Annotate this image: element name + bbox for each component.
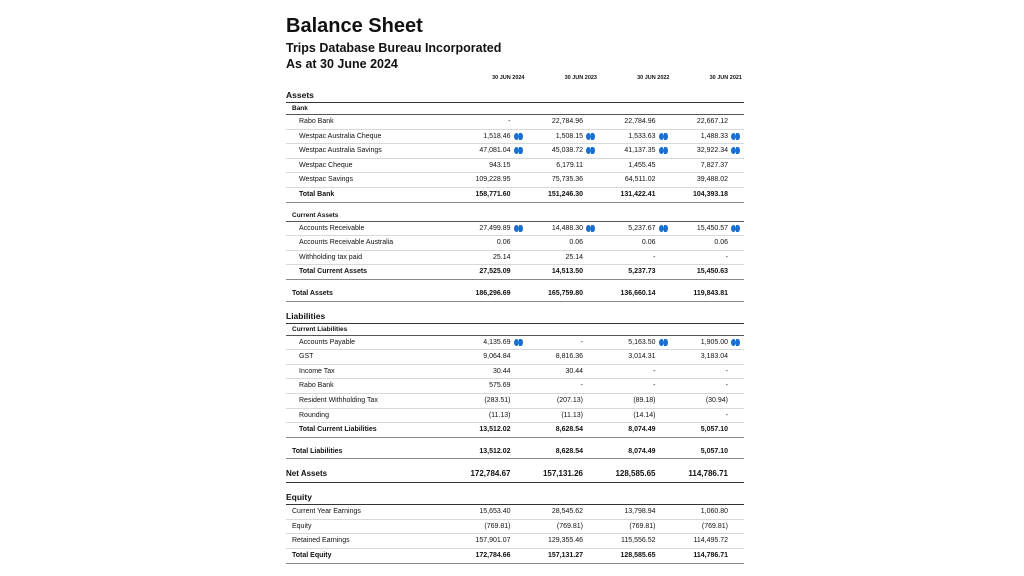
value-cell bbox=[527, 350, 600, 365]
spacer-row bbox=[286, 437, 744, 445]
amount[interactable]: 129,355.46 bbox=[547, 537, 583, 545]
row-label: Accounts Receivable Australia bbox=[286, 236, 454, 251]
amount[interactable]: 114,495.72 bbox=[693, 537, 728, 545]
value-cell bbox=[599, 519, 672, 534]
table-row bbox=[286, 221, 744, 236]
bank-subsection bbox=[286, 103, 744, 115]
amount[interactable]: - bbox=[725, 382, 728, 390]
account-link-icon[interactable] bbox=[586, 133, 596, 140]
value-cell bbox=[527, 129, 600, 144]
amount[interactable]: - bbox=[580, 338, 583, 346]
row-label: Withholding tax paid bbox=[286, 250, 454, 265]
liabilities-section bbox=[286, 309, 744, 324]
row-label: Rabo Bank bbox=[286, 115, 454, 130]
value-cell bbox=[672, 408, 745, 423]
value-cell bbox=[454, 379, 527, 394]
value-cell bbox=[454, 364, 527, 379]
total-label: Net Assets bbox=[286, 466, 454, 483]
value-cell bbox=[454, 187, 527, 202]
column-header-row bbox=[286, 73, 744, 84]
amount[interactable]: 158,771.60 bbox=[475, 190, 511, 198]
amount[interactable]: 13,512.02 bbox=[479, 447, 511, 455]
value-cell bbox=[599, 129, 672, 144]
amount[interactable]: - bbox=[653, 382, 656, 390]
amount[interactable]: 9,064.84 bbox=[483, 353, 511, 361]
amount[interactable]: 1,533.63 bbox=[628, 132, 656, 140]
row-label: Accounts Receivable bbox=[286, 221, 454, 236]
value-cell bbox=[672, 221, 745, 236]
account-link-icon[interactable] bbox=[659, 225, 669, 232]
account-link-icon[interactable] bbox=[586, 225, 596, 232]
amount[interactable]: (89.18) bbox=[633, 396, 656, 404]
value-cell bbox=[454, 534, 527, 549]
amount[interactable]: 32,922.34 bbox=[696, 147, 728, 155]
value-cell bbox=[454, 423, 527, 438]
value-cell bbox=[527, 158, 600, 173]
value-cell bbox=[454, 115, 527, 130]
value-cell bbox=[527, 549, 600, 564]
value-cell bbox=[527, 364, 600, 379]
row-label: Westpac Cheque bbox=[286, 158, 454, 173]
company-name: Trips Database Bureau Incorporated bbox=[286, 41, 502, 55]
amount[interactable]: (30.94) bbox=[705, 396, 728, 404]
amount[interactable]: 1,060.80 bbox=[700, 508, 728, 516]
table-row bbox=[286, 364, 744, 379]
report-title: Balance Sheet bbox=[286, 15, 423, 37]
amount[interactable]: 1,905.00 bbox=[700, 338, 728, 346]
table-row bbox=[286, 505, 744, 520]
column-header: 30 JUN 2022 bbox=[637, 75, 670, 81]
value-cell bbox=[527, 115, 600, 130]
value-cell bbox=[672, 549, 745, 564]
value-cell bbox=[599, 221, 672, 236]
amount[interactable]: 25.14 bbox=[492, 253, 511, 261]
amount[interactable]: 22,784.96 bbox=[624, 118, 656, 125]
amount[interactable]: 151,246.30 bbox=[547, 190, 583, 198]
amount[interactable]: - bbox=[725, 367, 728, 375]
amount[interactable]: 0.06 bbox=[496, 239, 511, 247]
table-row bbox=[286, 379, 744, 394]
row-label: Westpac Australia Savings bbox=[286, 144, 454, 159]
section-heading: Assets bbox=[286, 88, 744, 103]
row-label: Retained Earnings bbox=[286, 534, 454, 549]
value-cell bbox=[527, 505, 600, 520]
value-cell bbox=[599, 287, 672, 301]
amount[interactable]: 165,759.80 bbox=[547, 289, 583, 297]
table-row bbox=[286, 158, 744, 173]
table-row bbox=[286, 115, 744, 130]
total-label: Total Current Assets bbox=[286, 265, 454, 280]
report-date: As at 30 June 2024 bbox=[286, 57, 398, 71]
value-cell bbox=[672, 173, 745, 188]
amount[interactable]: 5,057.10 bbox=[700, 426, 728, 434]
table-row bbox=[286, 350, 744, 365]
value-cell bbox=[599, 144, 672, 159]
total-label: Total Bank bbox=[286, 187, 454, 202]
row-label: Equity bbox=[286, 519, 454, 534]
amount[interactable]: 114,786.71 bbox=[688, 469, 728, 479]
current-liabilities-subsection bbox=[286, 323, 744, 335]
account-link-icon[interactable] bbox=[659, 133, 669, 140]
account-link-icon[interactable] bbox=[731, 147, 741, 154]
value-cell bbox=[672, 287, 745, 301]
value-cell bbox=[527, 221, 600, 236]
value-cell bbox=[527, 236, 600, 251]
table-row bbox=[286, 393, 744, 408]
section-heading: Liabilities bbox=[286, 309, 744, 324]
amount[interactable]: 104,393.18 bbox=[692, 190, 728, 198]
value-cell bbox=[672, 505, 745, 520]
value-cell bbox=[454, 236, 527, 251]
amount[interactable]: 157,131.27 bbox=[547, 552, 583, 560]
amount[interactable]: 3,183.04 bbox=[700, 353, 728, 361]
account-link-icon[interactable] bbox=[731, 339, 741, 346]
amount[interactable]: (207.13) bbox=[556, 396, 583, 404]
row-label: GST bbox=[286, 350, 454, 365]
amount[interactable]: 0.06 bbox=[714, 239, 728, 247]
spacer-row bbox=[286, 483, 744, 491]
value-cell bbox=[599, 423, 672, 438]
value-cell bbox=[672, 335, 745, 350]
amount[interactable]: 114,786.71 bbox=[693, 552, 728, 560]
spacer-row bbox=[286, 279, 744, 287]
amount[interactable]: 4,135.69 bbox=[483, 338, 511, 346]
row-label: Income Tax bbox=[286, 364, 454, 379]
value-cell bbox=[454, 445, 527, 459]
row-label: Rounding bbox=[286, 408, 454, 423]
value-cell bbox=[527, 466, 600, 483]
total-row bbox=[286, 445, 744, 459]
amount[interactable]: 47,081.04 bbox=[479, 147, 511, 155]
table-row bbox=[286, 408, 744, 423]
amount[interactable]: 8,628.54 bbox=[555, 426, 583, 434]
value-cell bbox=[527, 173, 600, 188]
amount[interactable]: (769.81) bbox=[701, 522, 728, 530]
amount[interactable]: - bbox=[508, 118, 511, 125]
value-cell bbox=[672, 187, 745, 202]
value-cell bbox=[672, 144, 745, 159]
value-cell bbox=[672, 364, 745, 379]
value-cell bbox=[527, 393, 600, 408]
amount[interactable]: 27,499.89 bbox=[479, 224, 511, 232]
value-cell bbox=[599, 265, 672, 280]
subsection-heading: Current Liabilities bbox=[286, 323, 454, 335]
value-cell bbox=[599, 335, 672, 350]
total-row bbox=[286, 423, 744, 438]
table-row bbox=[286, 236, 744, 251]
amount[interactable]: 14,513.50 bbox=[551, 268, 583, 276]
total-row bbox=[286, 549, 744, 564]
amount[interactable]: 30.44 bbox=[492, 367, 511, 375]
value-cell bbox=[454, 466, 527, 483]
row-label: Westpac Australia Cheque bbox=[286, 129, 454, 144]
value-cell bbox=[672, 158, 745, 173]
value-cell bbox=[599, 173, 672, 188]
value-cell bbox=[672, 519, 745, 534]
value-cell bbox=[599, 236, 672, 251]
amount[interactable]: 0.06 bbox=[569, 239, 583, 247]
amount[interactable]: 14,488.30 bbox=[551, 224, 583, 232]
value-cell bbox=[672, 250, 745, 265]
value-cell bbox=[599, 466, 672, 483]
amount[interactable]: 30.44 bbox=[565, 367, 583, 375]
table-row bbox=[286, 144, 744, 159]
amount[interactable]: 119,843.81 bbox=[693, 289, 728, 297]
total-label: Total Liabilities bbox=[286, 445, 454, 459]
account-link-icon[interactable] bbox=[514, 225, 524, 232]
table-row bbox=[286, 534, 744, 549]
value-cell bbox=[599, 445, 672, 459]
amount[interactable]: 131,422.41 bbox=[620, 190, 656, 198]
account-link-icon[interactable] bbox=[514, 147, 524, 154]
column-header: 30 JUN 2024 bbox=[492, 75, 525, 81]
amount[interactable]: 64,511.02 bbox=[624, 176, 656, 184]
row-label: Resident Withholding Tax bbox=[286, 393, 454, 408]
amount[interactable]: 1,508.15 bbox=[555, 132, 583, 140]
value-cell bbox=[454, 158, 527, 173]
value-cell bbox=[527, 519, 600, 534]
balance-sheet-report bbox=[286, 14, 744, 564]
value-cell bbox=[672, 534, 745, 549]
value-cell bbox=[599, 408, 672, 423]
value-cell bbox=[454, 350, 527, 365]
amount[interactable]: 172,784.66 bbox=[475, 552, 511, 560]
row-label: Rabo Bank bbox=[286, 379, 454, 394]
value-cell bbox=[672, 445, 745, 459]
amount[interactable]: 45,038.72 bbox=[551, 147, 583, 155]
row-label: Current Year Earnings bbox=[286, 505, 454, 520]
value-cell bbox=[672, 129, 745, 144]
amount[interactable]: (14.14) bbox=[633, 411, 656, 419]
subsection-heading: Bank bbox=[286, 103, 454, 115]
amount[interactable]: 0.06 bbox=[641, 239, 656, 247]
value-cell bbox=[672, 466, 745, 483]
amount[interactable]: 8,074.49 bbox=[628, 426, 656, 434]
account-link-icon[interactable] bbox=[731, 133, 741, 140]
amount[interactable]: 5,057.10 bbox=[700, 447, 728, 455]
amount[interactable]: 157,131.26 bbox=[542, 469, 583, 479]
total-row bbox=[286, 187, 744, 202]
value-cell bbox=[454, 144, 527, 159]
amount[interactable]: 5,237.73 bbox=[628, 268, 656, 276]
value-cell bbox=[527, 379, 600, 394]
amount[interactable]: 41,137.35 bbox=[624, 147, 656, 155]
value-cell bbox=[672, 393, 745, 408]
spacer-row bbox=[286, 202, 744, 210]
value-cell bbox=[527, 423, 600, 438]
amount[interactable]: (769.81) bbox=[484, 522, 511, 530]
value-cell bbox=[672, 115, 745, 130]
spacer-row bbox=[286, 301, 744, 309]
value-cell bbox=[527, 408, 600, 423]
value-cell bbox=[454, 408, 527, 423]
value-cell bbox=[599, 393, 672, 408]
amount[interactable]: (769.81) bbox=[556, 522, 583, 530]
account-link-icon[interactable] bbox=[586, 147, 596, 154]
value-cell bbox=[599, 379, 672, 394]
amount[interactable]: 25.14 bbox=[565, 253, 583, 261]
amount[interactable]: 186,296.69 bbox=[475, 289, 511, 297]
amount[interactable]: 128,585.65 bbox=[620, 552, 656, 560]
value-cell bbox=[454, 265, 527, 280]
amount[interactable]: 28,545.62 bbox=[551, 508, 583, 516]
total-label: Total Equity bbox=[286, 549, 454, 564]
table-row bbox=[286, 250, 744, 265]
value-cell bbox=[672, 265, 745, 280]
value-cell bbox=[672, 423, 745, 438]
amount[interactable]: 6,179.11 bbox=[556, 161, 583, 169]
value-cell bbox=[454, 221, 527, 236]
value-cell bbox=[599, 158, 672, 173]
value-cell bbox=[672, 379, 745, 394]
value-cell bbox=[599, 505, 672, 520]
amount[interactable]: 39,488.02 bbox=[696, 176, 728, 184]
row-label: Accounts Payable bbox=[286, 335, 454, 350]
value-cell bbox=[599, 364, 672, 379]
value-cell bbox=[599, 250, 672, 265]
amount[interactable]: (283.51) bbox=[484, 396, 511, 404]
amount[interactable]: 172,784.67 bbox=[470, 469, 511, 479]
value-cell bbox=[454, 287, 527, 301]
amount[interactable]: (11.13) bbox=[488, 411, 511, 419]
table-row bbox=[286, 335, 744, 350]
amount[interactable]: 22,667.12 bbox=[696, 118, 728, 125]
value-cell bbox=[454, 393, 527, 408]
amount[interactable]: 8,628.54 bbox=[555, 447, 583, 455]
value-cell bbox=[454, 129, 527, 144]
value-cell bbox=[527, 445, 600, 459]
amount[interactable]: 136,660.14 bbox=[620, 289, 656, 297]
value-cell bbox=[527, 287, 600, 301]
account-link-icon[interactable] bbox=[514, 339, 524, 346]
value-cell bbox=[527, 335, 600, 350]
value-cell bbox=[672, 350, 745, 365]
table-row bbox=[286, 519, 744, 534]
total-label: Total Assets bbox=[286, 287, 454, 301]
amount[interactable]: - bbox=[580, 382, 583, 390]
value-cell bbox=[599, 115, 672, 130]
value-cell bbox=[454, 519, 527, 534]
current-assets-subsection bbox=[286, 210, 744, 222]
value-cell bbox=[527, 187, 600, 202]
assets-section bbox=[286, 88, 744, 103]
amount[interactable]: 15,450.63 bbox=[696, 268, 728, 276]
value-cell bbox=[454, 505, 527, 520]
value-cell bbox=[527, 534, 600, 549]
value-cell bbox=[599, 350, 672, 365]
value-cell bbox=[672, 236, 745, 251]
amount[interactable]: 575.69 bbox=[489, 382, 511, 390]
value-cell bbox=[527, 144, 600, 159]
amount[interactable]: - bbox=[725, 253, 728, 261]
table-row bbox=[286, 129, 744, 144]
amount[interactable]: 5,163.50 bbox=[628, 338, 656, 346]
column-header: 30 JUN 2023 bbox=[564, 75, 597, 81]
amount[interactable]: 75,735.36 bbox=[551, 176, 583, 184]
value-cell bbox=[454, 335, 527, 350]
amount[interactable]: 13,512.02 bbox=[479, 426, 511, 434]
total-row bbox=[286, 265, 744, 280]
amount[interactable]: 13,798.94 bbox=[624, 508, 656, 516]
value-cell bbox=[599, 187, 672, 202]
account-link-icon[interactable] bbox=[514, 133, 524, 140]
account-link-icon[interactable] bbox=[659, 147, 669, 154]
section-heading: Equity bbox=[286, 490, 744, 505]
total-row bbox=[286, 287, 744, 301]
amount[interactable]: 1,488.33 bbox=[700, 132, 728, 140]
value-cell bbox=[454, 173, 527, 188]
amount[interactable]: 943.15 bbox=[489, 161, 511, 169]
amount[interactable]: 8,816.36 bbox=[555, 353, 583, 361]
amount[interactable]: - bbox=[653, 253, 656, 261]
subsection-heading: Current Assets bbox=[286, 210, 454, 222]
value-cell bbox=[599, 534, 672, 549]
total-row bbox=[286, 466, 744, 483]
row-label: Westpac Savings bbox=[286, 173, 454, 188]
amount[interactable]: 115,556.52 bbox=[620, 537, 656, 545]
value-cell bbox=[527, 265, 600, 280]
total-label: Total Current Liabilities bbox=[286, 423, 454, 438]
value-cell bbox=[454, 549, 527, 564]
amount[interactable]: 1,455.45 bbox=[628, 161, 656, 169]
amount[interactable]: 157,901.07 bbox=[475, 537, 511, 545]
balance-sheet-table bbox=[286, 73, 744, 564]
amount[interactable]: 109,228.95 bbox=[475, 176, 511, 184]
amount[interactable]: 1,518.46 bbox=[483, 132, 511, 140]
column-header: 30 JUN 2021 bbox=[709, 75, 742, 81]
amount[interactable]: - bbox=[653, 367, 656, 375]
value-cell bbox=[599, 549, 672, 564]
amount[interactable]: 3,014.31 bbox=[628, 353, 656, 361]
value-cell bbox=[527, 250, 600, 265]
amount[interactable]: 5,237.67 bbox=[628, 224, 656, 232]
account-link-icon[interactable] bbox=[659, 339, 669, 346]
amount[interactable]: 15,450.57 bbox=[696, 224, 728, 232]
amount[interactable]: - bbox=[725, 411, 728, 419]
equity-section bbox=[286, 490, 744, 505]
account-link-icon[interactable] bbox=[731, 225, 741, 232]
amount[interactable]: (769.81) bbox=[629, 522, 656, 530]
amount[interactable]: (11.13) bbox=[561, 411, 583, 419]
amount[interactable]: 8,074.49 bbox=[628, 447, 656, 455]
amount[interactable]: 27,525.09 bbox=[479, 268, 511, 276]
amount[interactable]: 22,784.96 bbox=[551, 118, 583, 125]
value-cell bbox=[454, 250, 527, 265]
table-row bbox=[286, 173, 744, 188]
amount[interactable]: 7,827.37 bbox=[700, 161, 728, 169]
amount[interactable]: 128,585.65 bbox=[615, 469, 656, 479]
spacer-row bbox=[286, 459, 744, 467]
amount[interactable]: 15,653.40 bbox=[479, 508, 511, 516]
